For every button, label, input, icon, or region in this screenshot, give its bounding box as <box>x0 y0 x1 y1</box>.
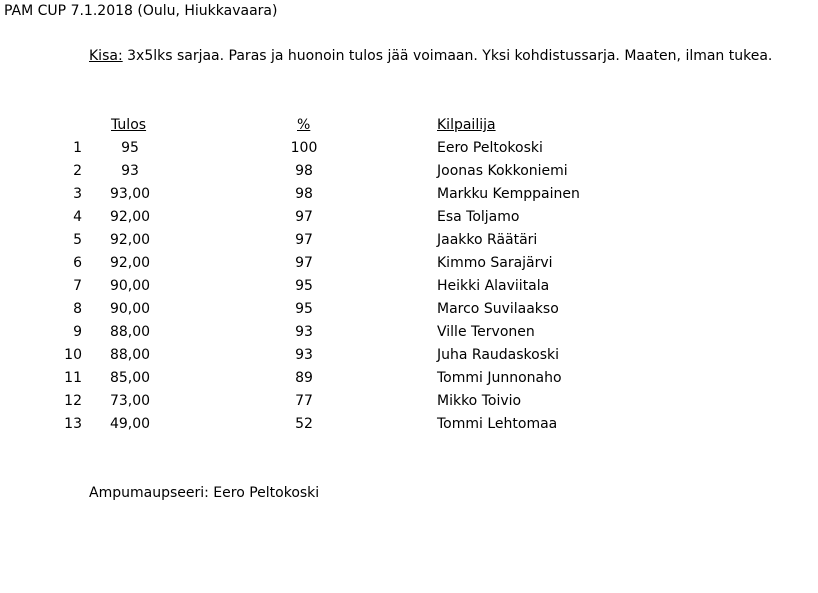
table-row <box>0 162 818 185</box>
table-row <box>0 346 818 369</box>
table-row <box>0 208 818 231</box>
score-cell: 92,00 <box>109 255 151 271</box>
score-cell: 73,00 <box>109 393 151 409</box>
rank-cell: 10 <box>64 347 82 363</box>
page-title: PAM CUP 7.1.2018 (Oulu, Hiukkavaara) <box>4 3 278 19</box>
percent-cell: 98 <box>295 186 313 202</box>
table-row <box>0 139 818 162</box>
table-row <box>0 323 818 346</box>
rank-cell: 4 <box>73 209 82 225</box>
rank-cell: 1 <box>73 140 82 156</box>
rank-cell: 9 <box>73 324 82 340</box>
rank-cell: 12 <box>64 393 82 409</box>
column-header-tulos: Tulos <box>111 117 147 133</box>
rank-cell: 7 <box>73 278 82 294</box>
percent-cell: 95 <box>295 278 313 294</box>
name-cell: Markku Kemppainen <box>437 186 580 202</box>
percent-cell: 93 <box>295 324 313 340</box>
score-cell: 85,00 <box>109 370 151 386</box>
table-row <box>0 231 818 254</box>
name-cell: Jaakko Räätäri <box>437 232 538 248</box>
score-cell: 93,00 <box>109 186 151 202</box>
name-cell: Marco Suvilaakso <box>437 301 559 317</box>
competition-rules-text: 3x5lks sarjaa. Paras ja huonoin tulos jää voimaan. Yksi kohdistussarja. Maaten, ilman tukea. <box>122 48 773 64</box>
table-row <box>0 369 818 392</box>
score-cell: 93 <box>121 163 139 179</box>
name-cell: Juha Raudaskoski <box>437 347 560 363</box>
column-header-percent: % <box>297 117 311 133</box>
score-cell: 92,00 <box>109 232 151 248</box>
range-officer: Ampumaupseeri: Eero Peltokoski <box>89 485 320 501</box>
name-cell: Tommi Lehtomaa <box>437 416 558 432</box>
percent-cell: 97 <box>295 232 313 248</box>
percent-cell: 100 <box>290 140 318 156</box>
rank-cell: 13 <box>64 416 82 432</box>
score-cell: 90,00 <box>109 301 151 317</box>
table-row <box>0 254 818 277</box>
results-table <box>0 139 818 438</box>
rank-cell: 11 <box>64 370 82 386</box>
name-cell: Esa Toljamo <box>437 209 520 225</box>
table-row <box>0 415 818 438</box>
rank-cell: 8 <box>73 301 82 317</box>
competition-label: Kisa: <box>89 48 123 64</box>
competition-description <box>89 47 772 65</box>
rank-cell: 5 <box>73 232 82 248</box>
column-header-kilpailija: Kilpailija <box>437 117 496 133</box>
table-row <box>0 277 818 300</box>
percent-cell: 97 <box>295 209 313 225</box>
score-cell: 90,00 <box>109 278 151 294</box>
name-cell: Kimmo Sarajärvi <box>437 255 553 271</box>
percent-cell: 77 <box>295 393 313 409</box>
percent-cell: 98 <box>295 163 313 179</box>
table-row <box>0 300 818 323</box>
name-cell: Tommi Junnonaho <box>437 370 562 386</box>
rank-cell: 3 <box>73 186 82 202</box>
name-cell: Eero Peltokoski <box>437 140 543 156</box>
name-cell: Ville Tervonen <box>437 324 535 340</box>
rank-cell: 2 <box>73 163 82 179</box>
table-row <box>0 185 818 208</box>
percent-cell: 52 <box>295 416 313 432</box>
rank-cell: 6 <box>73 255 82 271</box>
percent-cell: 89 <box>295 370 313 386</box>
score-cell: 95 <box>121 140 139 156</box>
score-cell: 92,00 <box>109 209 151 225</box>
name-cell: Joonas Kokkoniemi <box>437 163 568 179</box>
score-cell: 49,00 <box>109 416 151 432</box>
score-cell: 88,00 <box>109 347 151 363</box>
table-row <box>0 392 818 415</box>
name-cell: Mikko Toivio <box>437 393 522 409</box>
percent-cell: 93 <box>295 347 313 363</box>
name-cell: Heikki Alaviitala <box>437 278 550 294</box>
percent-cell: 97 <box>295 255 313 271</box>
score-cell: 88,00 <box>109 324 151 340</box>
percent-cell: 95 <box>295 301 313 317</box>
